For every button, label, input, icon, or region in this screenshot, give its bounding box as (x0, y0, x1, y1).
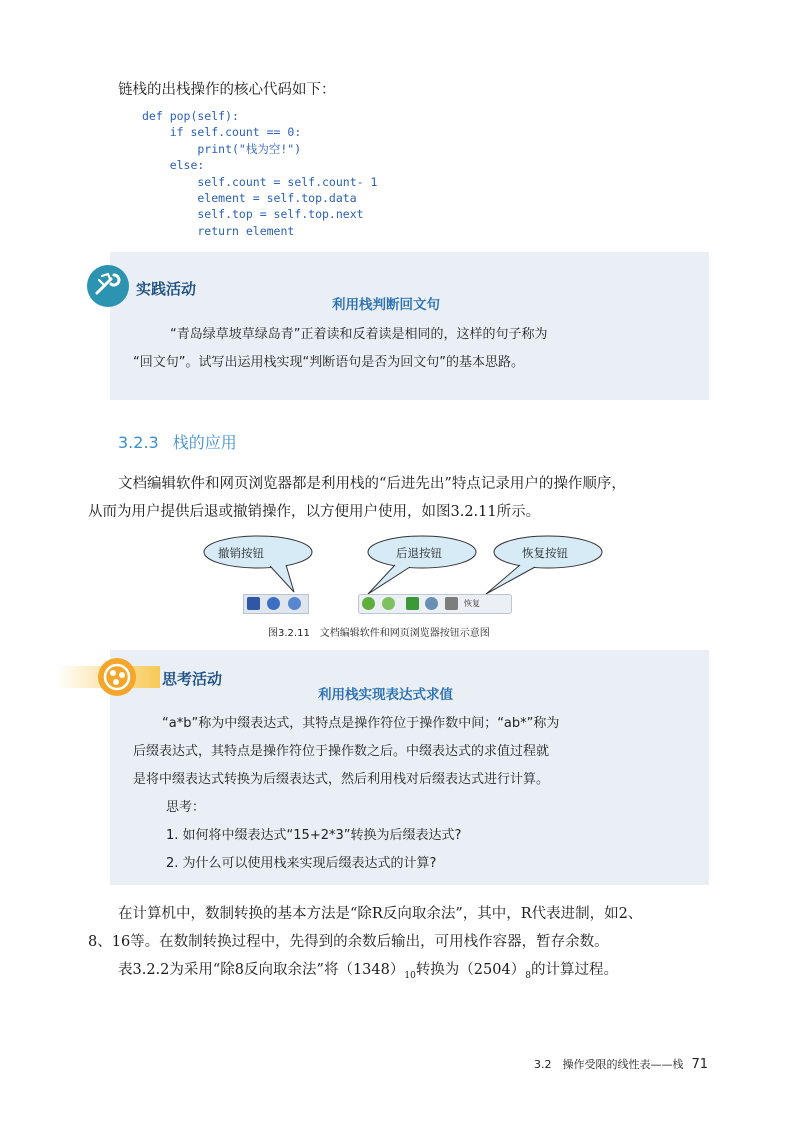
redo-icon[interactable] (288, 597, 301, 610)
code-line: if self.count == 0: (142, 125, 302, 140)
practice-title: 利用栈判断回文句 (332, 297, 440, 313)
undo-icon[interactable] (267, 597, 280, 610)
refresh-icon[interactable] (425, 597, 438, 610)
body-paragraph-line: 文档编辑软件和网页浏览器都是利用栈的“后进先出”特点记录用户的操作顺序， (118, 476, 626, 492)
thinking-title: 利用栈实现表达式求值 (318, 687, 453, 703)
thinking-question: 1. 如何将中缀表达式“15+2*3”转换为后缀表达式? (166, 828, 462, 843)
section-number: 3.2.3 (118, 433, 159, 452)
restore-button[interactable]: 恢复 (464, 599, 480, 608)
thinking-prompt: 思考： (166, 800, 206, 815)
thinking-line: 后缀表达式，其特点是操作符位于操作数之后。中缀表达式的求值过程就 (133, 744, 550, 759)
code-line: self.top = self.top.next (142, 207, 364, 222)
body-paragraph-line: 8、16等。在数制转换过程中，先得到的余数后输出，可用栈作容器，暂存余数。 (88, 934, 609, 950)
forward-arrow-icon[interactable] (382, 597, 395, 610)
code-line: print("栈为空!") (142, 141, 302, 156)
body-paragraph-line: 从而为用户提供后退或撤销操作，以方便用户使用，如图3.2.11所示。 (88, 504, 541, 520)
callout-back: 后退按钮 (396, 546, 442, 560)
page-number: 71 (691, 1057, 708, 1072)
practice-badge: 实践活动 (136, 280, 197, 298)
body-paragraph-line: 在计算机中，数制转换的基本方法是“除R反向取余法”，其中，R代表进制，如2、 (118, 906, 643, 922)
thinking-badge: 思考活动 (162, 670, 223, 688)
brain-icon (96, 656, 138, 698)
code-line: element = self.top.data (142, 191, 357, 206)
intro-text: 链栈的出栈操作的核心代码如下： (118, 82, 336, 98)
code-line: else: (142, 158, 205, 173)
code-line: def pop(self): (142, 109, 239, 123)
back-arrow-icon[interactable] (362, 597, 375, 610)
browser-toolbar (358, 594, 512, 614)
stop-icon[interactable] (406, 597, 419, 610)
section-heading (118, 430, 237, 453)
callout-redo: 恢复按钮 (522, 546, 568, 560)
page-footer (534, 1056, 708, 1072)
section-title: 栈的应用 (172, 433, 237, 452)
code-line: self.count = self.count- 1 (142, 174, 378, 189)
code-block (142, 108, 377, 239)
practice-line: “青岛绿草坡草绿岛青”正着读和反着读是相同的，这样的句子称为 (170, 327, 548, 342)
code-line: return element (142, 223, 295, 238)
save-icon[interactable] (247, 597, 260, 610)
thinking-line: 是将中缀表达式转换为后缀表达式，然后利用栈对后缀表达式进行计算。 (133, 772, 550, 787)
footer-section: 3.2 操作受限的线性表——栈 (533, 1058, 684, 1071)
tools-icon (84, 262, 132, 310)
figure-caption: 图3.2.11 文档编辑软件和网页浏览器按钮示意图 (268, 628, 490, 639)
editor-toolbar (243, 594, 309, 614)
body-paragraph-line: 表3.2.2为采用“除8反向取余法”将$(1348)_{10}$转换为$(2504)_8$的计算过程。 (118, 962, 618, 981)
callout-undo: 撤销按钮 (218, 546, 264, 560)
thinking-line: “a*b”称为中缀表达式，其特点是操作符位于操作数中间；“ab*”称为 (162, 716, 560, 731)
thinking-question: 2. 为什么可以使用栈来实现后缀表达式的计算? (166, 856, 437, 871)
practice-line: “回文句”。试写出运用栈实现“判断语句是否为回文句”的基本思路。 (133, 355, 524, 370)
home-icon[interactable] (445, 597, 458, 610)
